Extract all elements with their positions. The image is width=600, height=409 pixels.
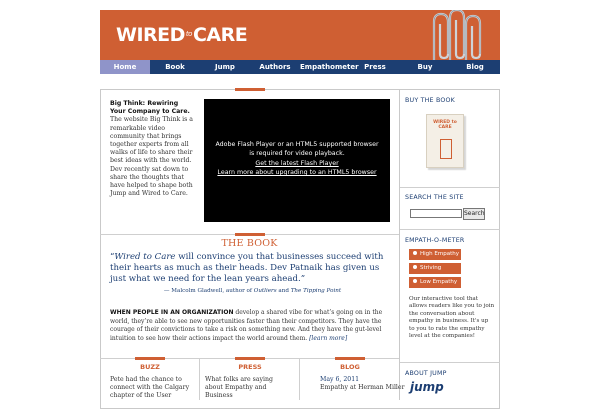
search-heading: SEARCH THE SITE — [405, 194, 464, 201]
book-body — [110, 309, 395, 343]
empathy-high-button[interactable] — [409, 249, 461, 260]
main-nav — [100, 60, 500, 74]
feature-accent — [235, 88, 265, 91]
book-quote — [110, 252, 395, 284]
empathy-high-label: High Empathy — [420, 251, 459, 257]
sidebar-divider-3 — [400, 362, 500, 363]
empathometer-heading: EMPATH-O-METER — [405, 237, 465, 244]
press-accent — [235, 357, 265, 360]
feature-text: The website Big Think is a remarkable video community that brings together experts from all walks of life to share their best ideas with the world. Dev recently sat down to share the thoughts that have helped to shape both Jump and Wired to Care. — [110, 116, 193, 198]
html5-browser-link[interactable]: Learn more about upgrading to an HTML5 browser — [217, 169, 377, 177]
attribution-book-2: The Tipping Point — [290, 288, 342, 294]
quote-text: will convince you that businesses succeed with their hearts as much as their heads. Dev Patnaik has given us just what we need for the lean years ahead.” — [110, 252, 384, 284]
nav-item-home[interactable]: Home — [100, 60, 150, 74]
press-heading[interactable]: PRESS — [238, 363, 262, 371]
blog-accent — [335, 357, 365, 360]
attribution-author: — Malcolm Gladwell, author of — [163, 288, 254, 294]
search-button[interactable]: Search — [463, 208, 485, 220]
blog-post-title[interactable]: Empathy at Herman Miller — [320, 384, 405, 391]
column-divider-2 — [299, 358, 300, 400]
book-body-text: develop a shared vibe for what’s going on in the world, they’re able to see new opportunities faster than their competitors. They have the courage of their convictions to take a risk on something new. And they have the gut-level intuition to see how their actions impact the world around them. — [110, 309, 383, 342]
book-cover-art — [440, 139, 452, 159]
logo-word-wired: WIRED — [116, 24, 185, 46]
empathy-high-icon — [413, 251, 417, 255]
sidebar-divider — [399, 89, 400, 400]
search-input[interactable] — [410, 209, 462, 218]
nav-item-buy[interactable]: Buy — [417, 63, 433, 71]
logo-word-to: to — [185, 30, 192, 38]
empathy-low-label: Low Empathy — [420, 279, 458, 285]
quote-attribution — [110, 288, 395, 294]
feature-title[interactable]: Big Think: Rewiring Your Company to Care. — [110, 100, 190, 116]
blog-heading[interactable]: BLOG — [340, 363, 360, 371]
flash-player-link[interactable]: Get the latest Flash Player — [255, 159, 339, 167]
nav-item-press[interactable]: Press — [364, 63, 386, 71]
press-text[interactable]: What folks are saying about Empathy and Business — [205, 376, 273, 400]
book-body-lead: WHEN PEOPLE IN AN ORGANIZATION — [110, 309, 234, 316]
video-player[interactable] — [204, 99, 390, 222]
nav-item-authors[interactable]: Authors — [259, 63, 291, 71]
buzz-heading[interactable]: BUZZ — [140, 363, 160, 371]
book-cover-title: WIRED to CARE — [433, 120, 457, 130]
empathy-low-icon — [413, 279, 417, 283]
jump-logo[interactable]: jump — [410, 380, 444, 394]
book-heading: THE BOOK — [221, 238, 278, 249]
nav-item-jump[interactable]: Jump — [215, 63, 235, 71]
book-accent — [235, 233, 265, 236]
about-jump-heading: ABOUT JUMP — [405, 370, 447, 377]
column-divider-1 — [199, 358, 200, 400]
buy-book-heading: BUY THE BOOK — [405, 97, 455, 104]
nav-item-book[interactable]: Book — [165, 63, 185, 71]
quote-book-title: Wired to Care — [114, 252, 176, 262]
empathometer-description: Our interactive tool that allows readers like you to join the conversation about empathy in business. It's up to you to rate the empathy level at the companies! — [409, 296, 495, 340]
blog-date: May 6, 2011 — [320, 376, 360, 383]
sidebar-divider-1 — [400, 187, 500, 188]
empathy-low-button[interactable] — [409, 277, 461, 288]
quote-open-mark: “ — [110, 252, 115, 262]
video-message: Adobe Flash Player or an HTML5 supported browser is required for video playback. — [215, 141, 379, 158]
empathy-striving-button[interactable] — [409, 263, 461, 274]
attribution-book-1: Outliers — [253, 288, 277, 294]
feature-description — [110, 100, 194, 198]
book-cover-image[interactable] — [426, 114, 464, 168]
attribution-and: and — [276, 288, 291, 294]
buzz-accent — [135, 357, 165, 360]
site-header — [100, 10, 500, 60]
learn-more-link[interactable]: [learn more] — [309, 334, 348, 342]
logo-word-care: CARE — [192, 24, 248, 46]
nav-item-blog[interactable]: Blog — [466, 63, 484, 71]
site-logo[interactable] — [116, 24, 247, 46]
buzz-text: Pete had the chance to connect with the Calgary chapter of the User — [110, 376, 190, 400]
nav-item-empathometer[interactable]: Empathometer — [300, 63, 359, 71]
empathy-striving-icon — [413, 265, 417, 269]
sidebar-divider-2 — [400, 229, 500, 230]
empathy-striving-label: Striving — [420, 265, 442, 271]
paperclips-icon — [420, 10, 490, 60]
